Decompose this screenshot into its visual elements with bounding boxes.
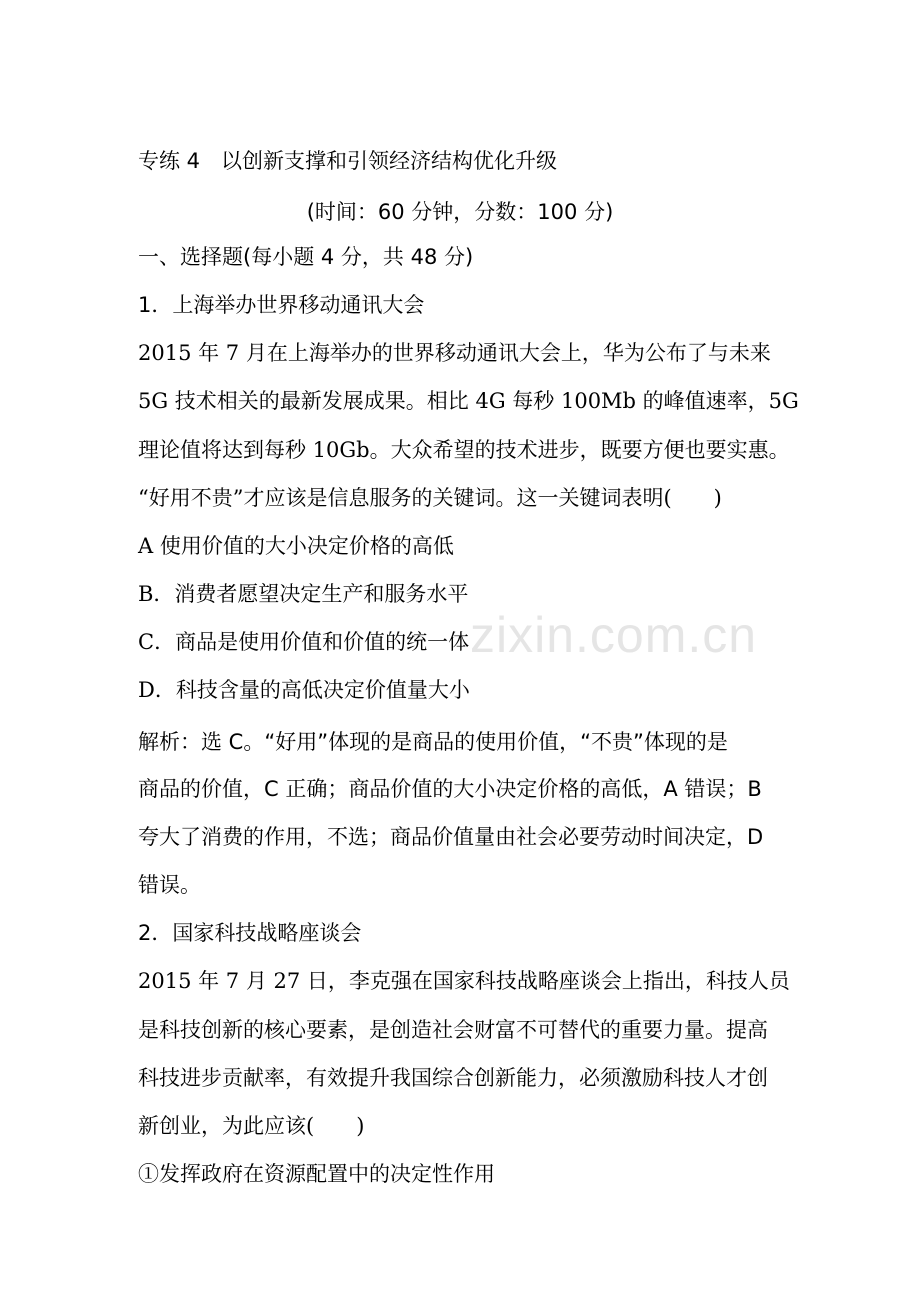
question-2-stem-line: 是科技创新的核心要素，是创造社会财富不可替代的重要力量。提高 — [138, 1018, 768, 1042]
page-title: 专练 4 以创新支撑和引领经济结构优化升级 — [138, 149, 558, 173]
question-1-stem-line: 理论值将达到每秒 10Gb。大众希望的技术进步，既要方便也要实惠。 — [138, 438, 790, 462]
question-1-option-d: D．科技含量的高低决定价值量大小 — [138, 678, 470, 702]
question-2-stem-line: 科技进步贡献率，有效提升我国综合创新能力，必须激励科技人才创 — [138, 1066, 768, 1090]
question-2-option-1: ①发挥政府在资源配置中的决定性作用 — [138, 1162, 495, 1186]
question-2-stem-line: 2015 年 7 月 27 日，李克强在国家科技战略座谈会上指出，科技人员 — [138, 969, 790, 993]
question-1-option-c: C．商品是使用价值和价值的统一体 — [138, 630, 470, 654]
question-1-analysis-line: 商品的价值，C 正确；商品价值的大小决定价格的高低，A 错误；B — [138, 777, 762, 801]
question-1-analysis-line: 解析：选 C。“好用”体现的是商品的使用价值，“不贵”体现的是 — [138, 730, 728, 754]
watermark: zixin.com.cn — [470, 607, 758, 663]
question-1-analysis-line: 错误。 — [138, 873, 201, 897]
question-1-analysis-line: 夸大了消费的作用，不选；商品价值量由社会必要劳动时间决定，D — [138, 825, 764, 849]
question-1-heading: 1．上海举办世界移动通讯大会 — [138, 293, 425, 317]
question-1-option-b: B．消费者愿望决定生产和服务水平 — [138, 582, 469, 606]
question-1-stem-line: 5G 技术相关的最新发展成果。相比 4G 每秒 100Mb 的峰值速率，5G — [138, 389, 799, 413]
question-2-heading: 2．国家科技战略座谈会 — [138, 921, 362, 945]
question-1-option-a: A 使用价值的大小决定价格的高低 — [138, 534, 454, 558]
question-1-stem-line: 2015 年 7 月在上海举办的世界移动通讯大会上，华为公布了与未来 — [138, 341, 771, 365]
exam-meta: (时间：60 分钟，分数：100 分) — [306, 200, 614, 224]
section-heading: 一、选择题(每小题 4 分，共 48 分) — [138, 245, 474, 269]
question-2-stem-line: 新创业，为此应该( ) — [138, 1114, 365, 1138]
question-1-stem-line: “好用不贵”才应该是信息服务的关键词。这一关键词表明( ) — [138, 486, 722, 510]
